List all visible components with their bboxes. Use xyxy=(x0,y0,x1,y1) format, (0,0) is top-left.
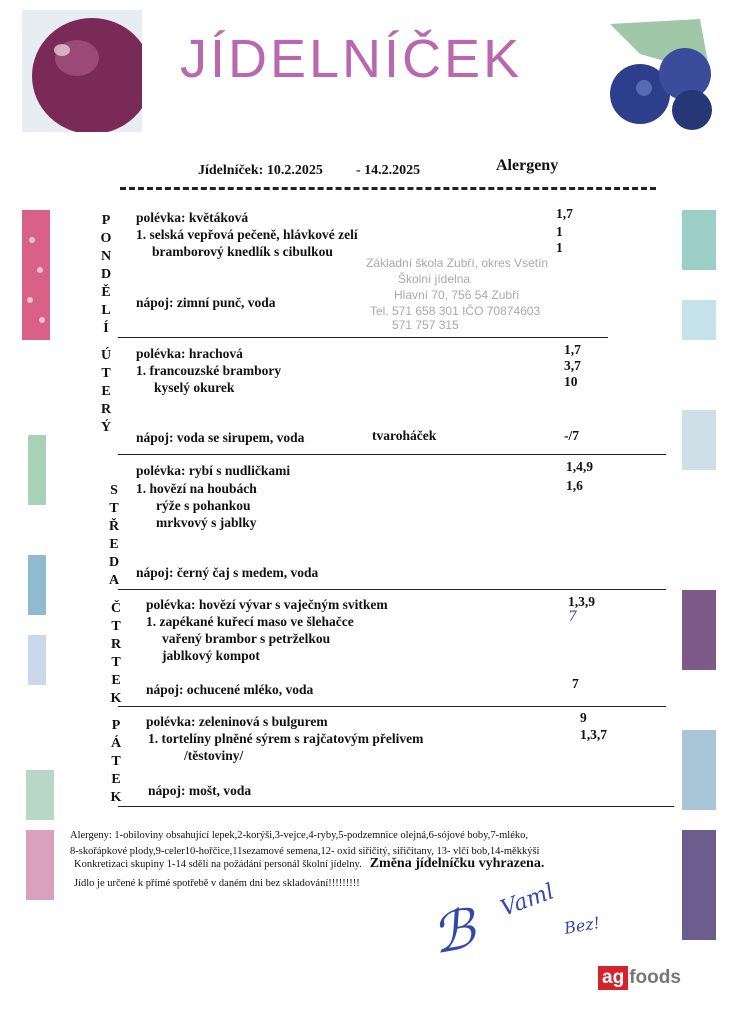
menu-line: polévka: hovězí vývar s vaječným svitkem xyxy=(146,597,388,612)
day-letter: A xyxy=(108,573,120,588)
allergen-code: 1,6 xyxy=(566,478,583,493)
allergen-code: 7 xyxy=(572,676,579,691)
day-letter: R xyxy=(100,402,112,417)
signature: Bez! xyxy=(562,913,602,938)
day-letter: T xyxy=(111,619,121,634)
day-letter: D xyxy=(108,555,120,570)
menu-line: kyselý okurek xyxy=(154,380,235,395)
day-letter: Ě xyxy=(101,285,111,300)
day-letter: D xyxy=(100,267,112,282)
menu-line: 1. zapékané kuřecí maso ve šlehačce xyxy=(146,614,354,629)
allergen-code: 1,7 xyxy=(564,342,581,357)
allergen-code: 1,3,9 xyxy=(568,594,595,609)
plum-decoration xyxy=(22,10,142,132)
header-divider xyxy=(120,187,656,190)
day-letters-tuesday xyxy=(96,347,116,437)
menu-line: polévka: hrachová xyxy=(136,346,243,361)
day-letters-friday xyxy=(106,717,126,807)
day-letter: L xyxy=(101,303,111,318)
day-divider xyxy=(118,337,608,338)
menu-line: polévka: zeleninová s bulgurem xyxy=(146,714,328,729)
day-letter: T xyxy=(101,366,111,381)
storage-note: Jídlo je určené k přímé spotřebě v daném dni bez skladování!!!!!!!!! xyxy=(74,878,360,889)
menu-line: nápoj: černý čaj s medem, voda xyxy=(136,565,319,580)
stamp-line: Školní jídelna xyxy=(398,272,471,286)
day-letter: T xyxy=(111,754,121,769)
allergen-code: 1,7 xyxy=(556,206,573,221)
menu-line: rýže s pohankou xyxy=(156,498,251,513)
allergen-code: 1 xyxy=(556,240,563,255)
day-letter: K xyxy=(110,790,122,805)
day-divider xyxy=(118,454,666,455)
day-letter: P xyxy=(111,718,121,733)
day-letter: T xyxy=(111,655,121,670)
allergen-code: 9 xyxy=(580,710,587,725)
menu-line: nápoj: mošt, voda xyxy=(148,783,252,798)
menu-line: polévka: květáková xyxy=(136,210,249,225)
day-divider xyxy=(118,706,666,707)
signature: Vaml xyxy=(497,879,558,922)
menu-line: 1. hovězí na houbách xyxy=(136,481,257,496)
day-divider xyxy=(118,589,666,590)
period-end: - 14.2.2025 xyxy=(356,163,421,178)
day-letter: E xyxy=(101,384,111,399)
strawberry-decoration xyxy=(22,210,50,340)
menu-line: bramborový knedlík s cibulkou xyxy=(152,244,333,259)
raspberry-decoration xyxy=(26,770,54,900)
menu-line: 1. tortelíny plněné sýrem s rajčatovým přelivem xyxy=(148,731,424,746)
day-letter: Á xyxy=(110,736,122,751)
day-letter: N xyxy=(100,249,112,264)
allergen-code: 10 xyxy=(564,374,578,389)
menu-line: nápoj: ochucené mléko, voda xyxy=(146,682,314,697)
stamp-line: 571 757 315 xyxy=(392,318,459,332)
day-letter: Ř xyxy=(108,519,120,534)
menu-change-note: Změna jídelníčku vyhrazena. xyxy=(369,856,545,871)
menu-line: tvaroháček xyxy=(372,428,437,443)
menu-line: 1. francouzské brambory xyxy=(136,363,282,378)
day-letter: E xyxy=(109,537,119,552)
menu-line: nápoj: zimní punč, voda xyxy=(136,295,276,310)
footer-note xyxy=(74,854,544,872)
page-title: JÍDELNÍČEK xyxy=(180,29,523,89)
allergen-code: -/7 xyxy=(564,428,579,443)
day-letter: Č xyxy=(110,601,122,616)
day-letter: Ú xyxy=(100,348,112,363)
day-letter: P xyxy=(101,213,111,228)
stamp-line: Hlavní 70, 756 54 Zubří xyxy=(394,288,520,302)
blueberry-decoration xyxy=(600,14,718,132)
school-stamp xyxy=(366,256,548,332)
allergen-code-handwritten: 7 xyxy=(568,609,577,625)
allergen-code: 1 xyxy=(556,224,563,239)
logo-ag: ag xyxy=(598,966,628,990)
menu-line: 1. selská vepřová pečeně, hlávkové zelí xyxy=(136,227,358,242)
allergen-code: 1,4,9 xyxy=(566,459,593,474)
allergens-header: Alergeny xyxy=(496,157,559,174)
day-letter: K xyxy=(110,691,122,706)
allergen-code: 1,3,7 xyxy=(580,727,607,742)
fruit-decoration-right xyxy=(682,210,716,940)
day-letter: E xyxy=(111,673,121,688)
day-letters-wednesday xyxy=(104,482,124,590)
menu-line: polévka: rybí s nudličkami xyxy=(136,463,291,478)
menu-line: jablkový kompot xyxy=(162,648,260,663)
day-divider xyxy=(118,806,674,807)
menu-line: vařený brambor s petrželkou xyxy=(162,631,331,646)
menu-line: mrkvový s jablky xyxy=(156,515,257,530)
leaf-decoration-left xyxy=(26,435,48,685)
day-letter: Í xyxy=(103,321,109,336)
day-letter: R xyxy=(110,637,122,652)
stamp-line: Základní škola Zubří, okres Vsetín xyxy=(366,256,549,270)
menu-line: /těstoviny/ xyxy=(184,748,244,763)
footer-note-text: Konkretizaci skupiny 1-14 sdělí na požádání personál školní jídelny. xyxy=(74,859,362,870)
signature: ℬ xyxy=(426,896,480,967)
stamp-line: Tel. 571 658 301 IČO 70874603 xyxy=(370,304,541,318)
allergen-code: 3,7 xyxy=(564,358,581,373)
menu-line: nápoj: voda se sirupem, voda xyxy=(136,430,305,445)
day-letter: Ý xyxy=(100,420,112,435)
allergen-legend: 8-skořápkové plody,9-celer10-hořčice,11sezamové semena,12- oxid siřičitý, siřičitany, 13- vlčí bob,14-měkkýši xyxy=(70,846,540,857)
day-letter: S xyxy=(110,483,118,498)
day-letter: E xyxy=(111,772,121,787)
period-label: Jídelníček: 10.2.2025 xyxy=(198,163,323,178)
day-letters-thursday xyxy=(106,600,126,708)
allergen-legend: Alergeny: 1-obiloviny obsahující lepek,2-korýši,3-vejce,4-ryby,5-podzemnice olejná,6-sójové boby,7-mléko, xyxy=(70,830,528,841)
day-letter: T xyxy=(109,501,119,516)
logo-foods: foods xyxy=(629,967,681,988)
day-letter: O xyxy=(100,231,112,246)
agfoods-logo xyxy=(598,966,681,990)
day-letters-monday xyxy=(96,212,116,338)
